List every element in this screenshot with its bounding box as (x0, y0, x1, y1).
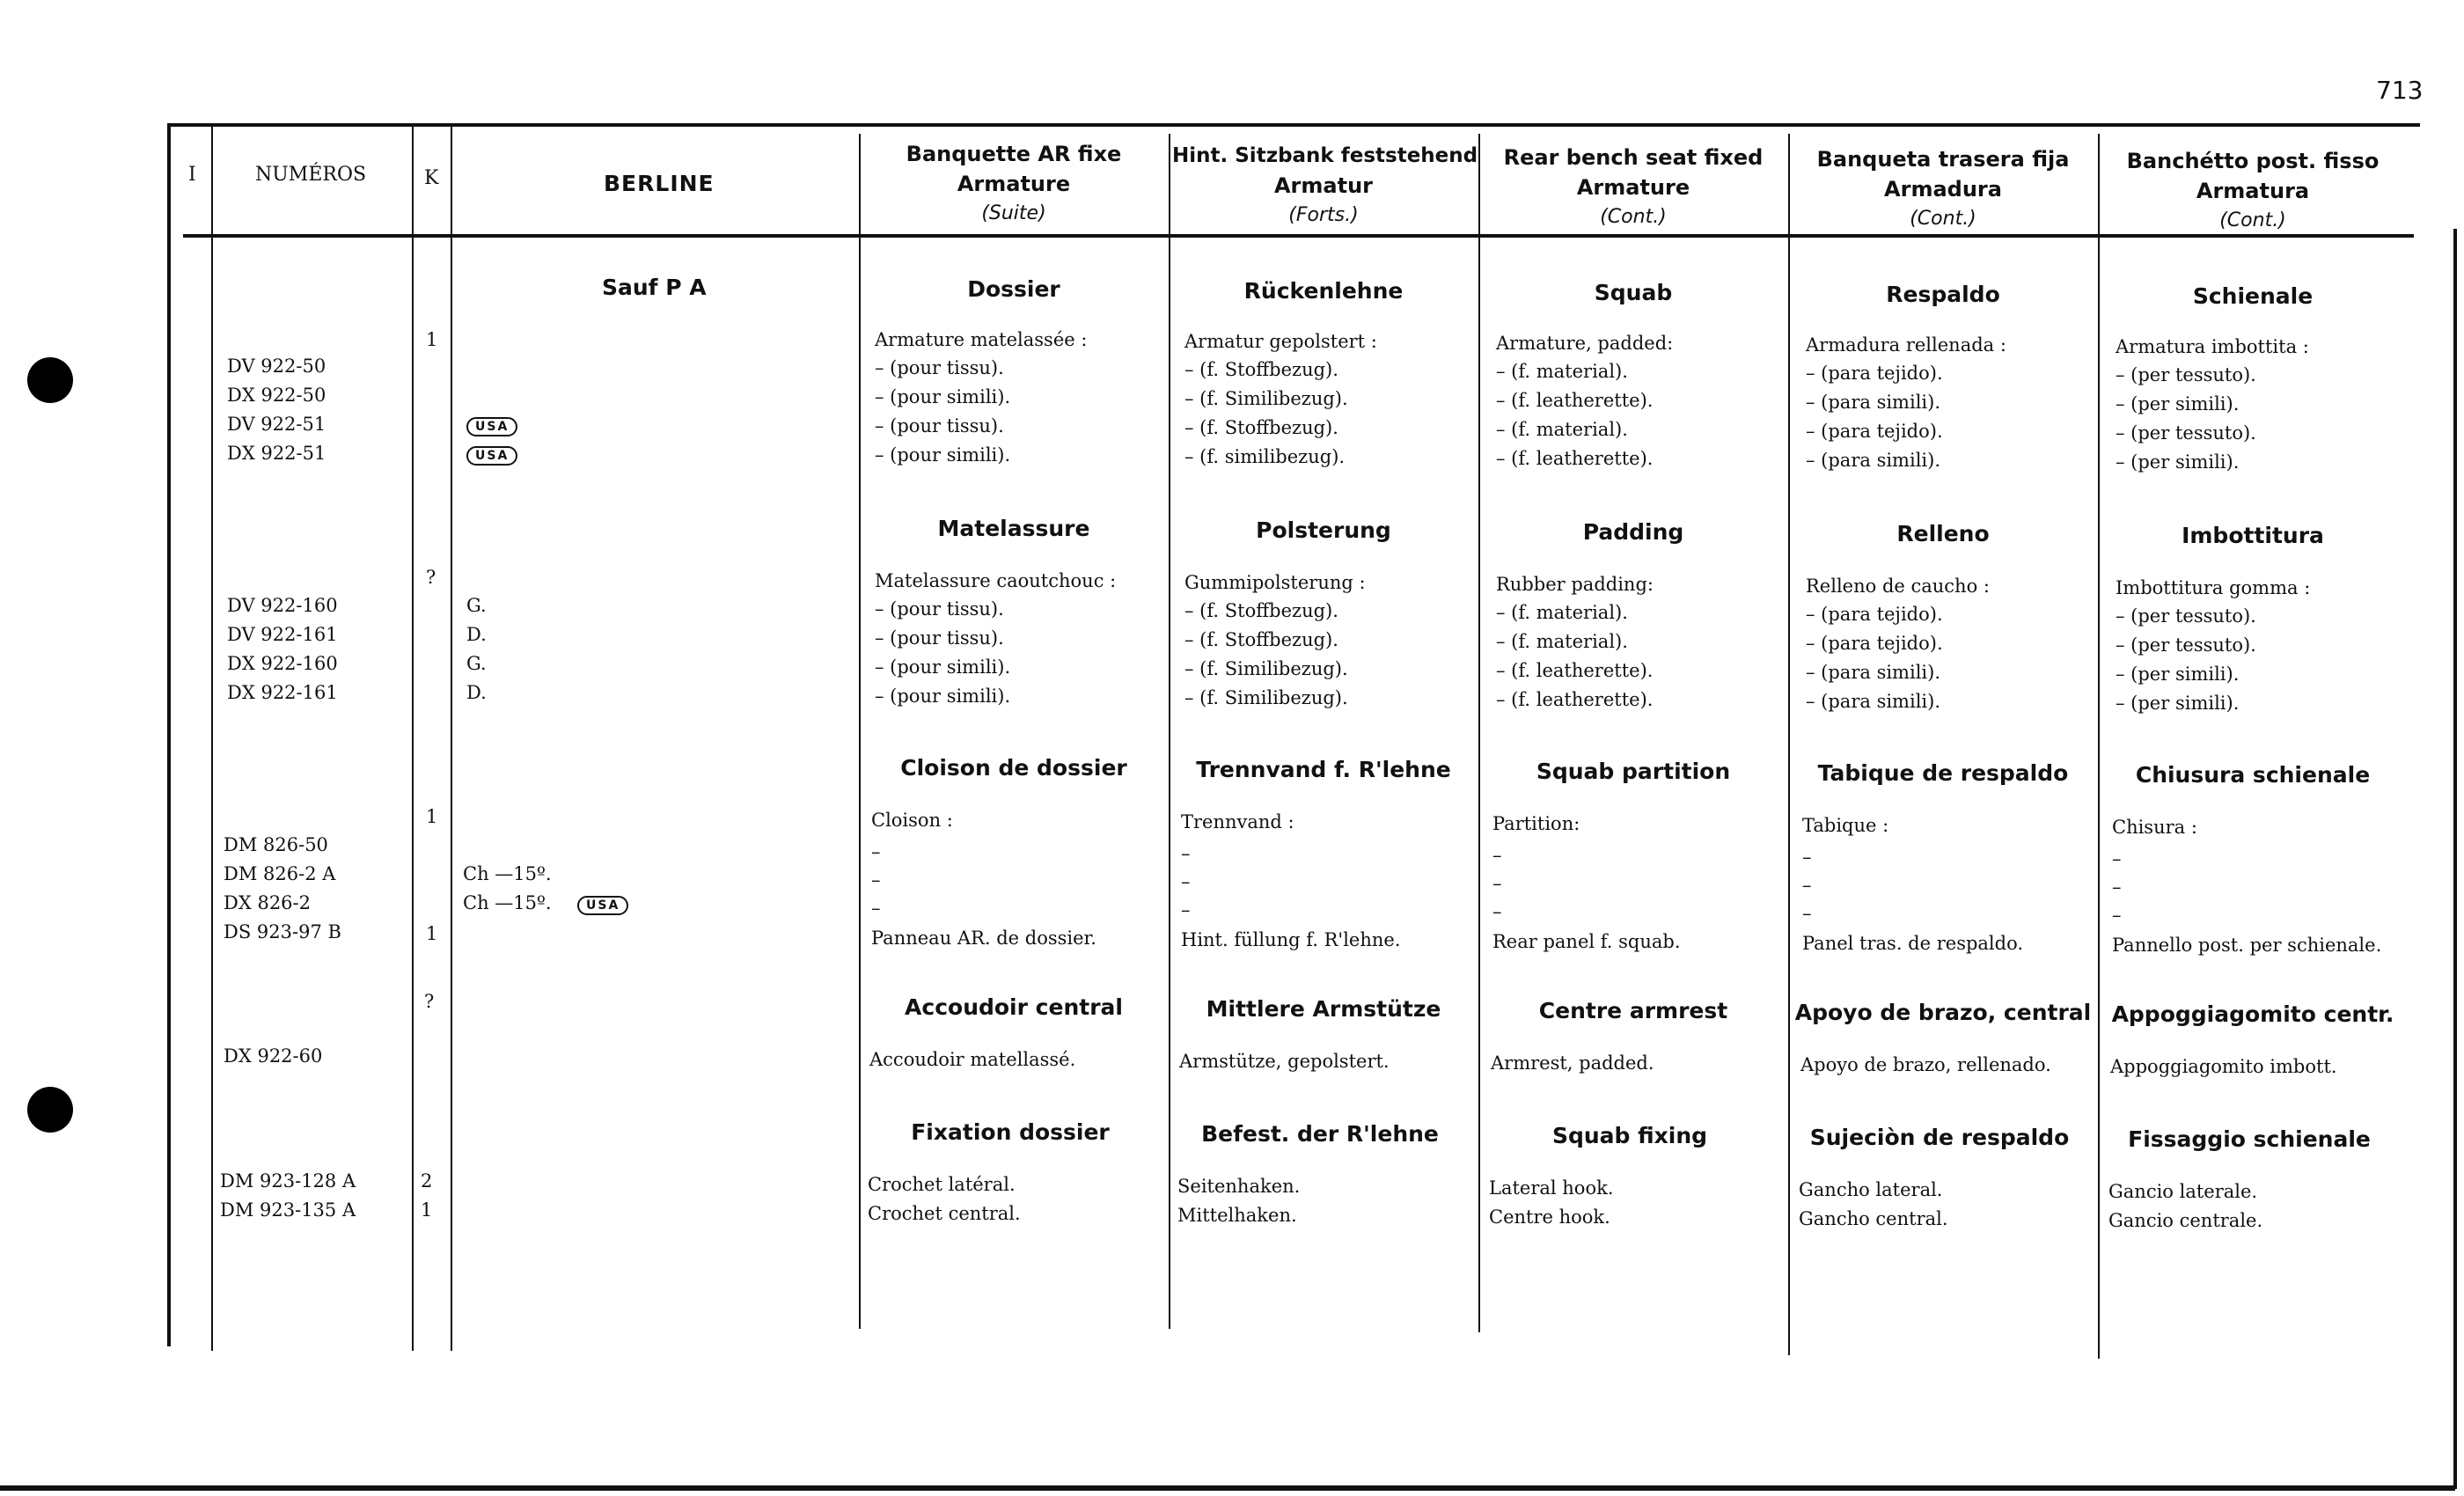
header-es-title: Banqueta trasera fija (1816, 147, 2070, 172)
desc-it: Imbottitura gomma : (2116, 577, 2311, 598)
desc-it: – (per tessuto). (2116, 422, 2256, 444)
desc-fr: – (871, 841, 881, 862)
desc-es: Tabique : (1802, 815, 1889, 836)
section-title-es: Apoyo de brazo, central (1794, 1000, 2092, 1025)
desc-es: Gancho lateral. (1799, 1179, 1943, 1200)
header-it-note: (Cont.) (2219, 209, 2286, 231)
column-divider (1478, 134, 1480, 1332)
column-divider (859, 134, 861, 1329)
section-title-de: Polsterung (1256, 517, 1391, 543)
desc-it: – (per simili). (2116, 393, 2240, 414)
desc-es: – (1802, 903, 1812, 924)
column-divider (412, 123, 414, 1351)
desc-it: Chisura : (2112, 817, 2197, 838)
desc-es: – (para simili). (1806, 662, 1940, 683)
berline-variant-label: Sauf P A (602, 275, 707, 300)
header-col-i: I (188, 164, 196, 186)
side-note: D. (466, 682, 487, 703)
desc-fr: Crochet central. (868, 1203, 1021, 1224)
part-number: DM 923-128 A (220, 1170, 356, 1192)
desc-de: – (f. Similibezug). (1184, 658, 1348, 679)
desc-fr: – (pour tissu). (875, 357, 1004, 378)
desc-it: Gancio laterale. (2108, 1181, 2258, 1202)
header-it (2101, 146, 2404, 236)
desc-it: Armatura imbottita : (2116, 336, 2309, 357)
header-fr-subtitle: Armature (957, 172, 1071, 196)
desc-en: Armrest, padded. (1491, 1052, 1654, 1074)
section-title-fr: Cloison de dossier (900, 755, 1127, 781)
section-title-de: Rückenlehne (1243, 278, 1404, 304)
desc-en: – (f. material). (1496, 602, 1628, 623)
section-title-es: Relleno (1896, 521, 1990, 546)
header-top-rule (167, 123, 2420, 127)
desc-en: – (1492, 873, 1502, 894)
desc-fr: Crochet latéral. (868, 1174, 1016, 1195)
desc-de: – (f. Similibezug). (1184, 687, 1348, 708)
header-fr-title: Banquette AR fixe (906, 142, 1122, 166)
desc-es: Armadura rellenada : (1806, 334, 2006, 356)
header-en (1482, 143, 1785, 232)
desc-it: – (per simili). (2116, 664, 2240, 685)
desc-es: Relleno de caucho : (1806, 576, 1990, 597)
table-left-border (167, 123, 171, 1346)
desc-de: – (f. Similibezug). (1184, 388, 1348, 409)
desc-fr: – (pour simili). (875, 386, 1011, 407)
desc-es: – (para tejido). (1806, 633, 1943, 654)
side-note: Ch —15º. (463, 892, 552, 913)
part-number: DX 922-161 (227, 682, 338, 703)
desc-en: Rear panel f. squab. (1492, 931, 1681, 952)
desc-de: Armatur gepolstert : (1184, 331, 1377, 352)
desc-en: Rubber padding: (1496, 574, 1654, 595)
desc-en: – (f. leatherette). (1496, 660, 1654, 681)
k-value: 1 (426, 329, 438, 350)
desc-it: – (2112, 876, 2122, 898)
desc-en: Partition: (1492, 813, 1580, 834)
desc-de: Gummipolsterung : (1184, 572, 1366, 593)
desc-fr: – (871, 898, 881, 919)
section-title-en: Squab partition (1536, 759, 1731, 784)
k-value: ? (424, 991, 435, 1012)
header-en-title: Rear bench seat fixed (1503, 145, 1764, 170)
section-title-en: Centre armrest (1538, 998, 1728, 1023)
k-value: ? (426, 567, 436, 588)
desc-it: – (per tessuto). (2116, 605, 2256, 627)
desc-it: – (per simili). (2116, 693, 2240, 714)
desc-it: – (per simili). (2116, 451, 2240, 473)
desc-fr: – (pour tissu). (875, 415, 1004, 436)
desc-de: Mittelhaken. (1177, 1205, 1297, 1226)
page-bottom-rule (0, 1485, 2455, 1491)
desc-fr: Cloison : (871, 810, 953, 831)
desc-de: – (f. similibezug). (1184, 446, 1346, 467)
part-number: DV 922-160 (227, 595, 338, 616)
header-es (1792, 144, 2094, 234)
binder-hole (27, 357, 73, 403)
header-it-subtitle: Armatura (2196, 179, 2310, 203)
header-k: K (424, 167, 439, 189)
section-title-es: Sujeciòn de respaldo (1809, 1125, 2070, 1150)
desc-fr: – (pour tissu). (875, 627, 1004, 649)
part-number: DM 826-50 (224, 834, 328, 855)
column-divider (211, 123, 213, 1351)
header-en-note: (Cont.) (1600, 206, 1667, 228)
section-title-en: Squab fixing (1551, 1123, 1708, 1148)
k-value: 2 (421, 1170, 433, 1192)
header-bottom-rule (183, 234, 2414, 238)
section-title-en: Padding (1582, 519, 1684, 545)
desc-de: Hint. füllung f. R'lehne. (1181, 929, 1401, 950)
desc-de: – (f. Stoffbezug). (1184, 629, 1338, 650)
section-title-de: Befest. der R'lehne (1201, 1121, 1439, 1147)
desc-es: – (para tejido). (1806, 421, 1943, 442)
section-title-en: Squab (1594, 280, 1673, 305)
part-number: DX 922-60 (224, 1045, 323, 1067)
desc-fr: – (pour simili). (875, 444, 1011, 466)
desc-en: – (f. leatherette). (1496, 689, 1654, 710)
header-de (1172, 141, 1478, 231)
desc-de: Armstütze, gepolstert. (1179, 1051, 1390, 1072)
side-note: Ch —15º. (463, 863, 552, 884)
header-fr-note: (Suite) (981, 202, 1046, 224)
desc-de: – (f. Stoffbezug). (1184, 359, 1338, 380)
desc-de: Seitenhaken. (1177, 1176, 1301, 1197)
section-title-de: Mittlere Armstütze (1206, 996, 1441, 1022)
desc-fr: – (pour simili). (875, 656, 1011, 678)
desc-es: – (para simili). (1806, 392, 1940, 413)
section-title-fr: Accoudoir central (905, 994, 1123, 1020)
section-title-es: Tabique de respaldo (1817, 760, 2069, 786)
desc-en: Centre hook. (1489, 1206, 1610, 1228)
column-divider (1169, 134, 1170, 1329)
desc-fr: – (pour tissu). (875, 598, 1004, 620)
section-title-fr: Matelassure (937, 516, 1090, 541)
desc-en: – (1492, 845, 1502, 866)
section-title-fr: Dossier (967, 276, 1060, 302)
part-number: DX 826-2 (224, 892, 312, 913)
desc-it: – (per tessuto). (2116, 364, 2256, 385)
desc-de: Trennvand : (1181, 811, 1294, 832)
header-numeros: NUMÉROS (255, 164, 367, 186)
desc-en: Lateral hook. (1489, 1177, 1614, 1199)
header-de-title: Hint. Sitzbank feststehend (1172, 144, 1478, 167)
section-title-it: Schienale (2192, 283, 2314, 309)
desc-en: – (f. material). (1496, 361, 1628, 382)
desc-es: – (para simili). (1806, 450, 1940, 471)
k-value: 1 (421, 1199, 433, 1221)
desc-en: Armature, padded: (1496, 333, 1674, 354)
column-divider (2098, 134, 2100, 1359)
section-title-it: Fissaggio schienale (2128, 1126, 2371, 1152)
desc-es: – (1802, 875, 1812, 896)
desc-en: – (1492, 901, 1502, 922)
binder-hole (27, 1087, 73, 1133)
desc-it: Pannello post. per schienale. (2112, 935, 2382, 956)
part-number: DX 922-160 (227, 653, 338, 674)
desc-es: – (para simili). (1806, 691, 1940, 712)
header-de-subtitle: Armatur (1273, 173, 1373, 198)
usa-badge: USA (466, 417, 517, 436)
part-number: DS 923-97 B (224, 921, 341, 942)
header-berline: BERLINE (604, 171, 715, 196)
section-title-fr: Fixation dossier (911, 1119, 1110, 1145)
desc-de: – (f. Stoffbezug). (1184, 600, 1338, 621)
section-title-de: Trennvand f. R'lehne (1196, 757, 1451, 782)
side-note: D. (466, 624, 487, 645)
desc-es: – (para tejido). (1806, 363, 1943, 384)
desc-fr: – (pour simili). (875, 686, 1011, 707)
desc-es: – (1802, 847, 1812, 868)
part-number: DM 923-135 A (220, 1199, 356, 1221)
desc-it: Gancio centrale. (2108, 1210, 2263, 1231)
section-title-it: Imbottitura (2182, 523, 2324, 548)
header-es-subtitle: Armadura (1884, 177, 2002, 202)
desc-en: – (f. leatherette). (1496, 448, 1654, 469)
desc-it: – (2112, 905, 2122, 926)
desc-it: – (2112, 848, 2122, 869)
section-title-es: Respaldo (1886, 282, 2000, 307)
desc-fr: Accoudoir matellassé. (869, 1049, 1076, 1070)
usa-badge: USA (577, 896, 628, 915)
header-fr (862, 139, 1165, 229)
column-divider (1788, 134, 1790, 1355)
desc-de: – (f. Stoffbezug). (1184, 417, 1338, 438)
desc-es: Gancho central. (1799, 1208, 1948, 1229)
header-de-note: (Forts.) (1288, 204, 1359, 226)
desc-fr: Armature matelassée : (875, 329, 1088, 350)
header-it-title: Banchétto post. fisso (2126, 149, 2380, 173)
column-divider (451, 123, 452, 1351)
part-number: DV 922-50 (227, 356, 326, 377)
desc-it: Appoggiagomito imbott. (2110, 1056, 2337, 1077)
side-note: G. (466, 595, 487, 616)
desc-es: Apoyo de brazo, rellenado. (1800, 1054, 2051, 1075)
part-number: DM 826-2 A (224, 863, 336, 884)
page-number: 713 (2376, 76, 2424, 105)
side-note: G. (466, 653, 487, 674)
desc-fr: Matelassure caoutchouc : (875, 570, 1117, 591)
usa-badge: USA (466, 446, 517, 466)
k-value: 1 (426, 806, 438, 827)
desc-en: – (f. material). (1496, 419, 1628, 440)
section-title-it: Appoggiagomito centr. (2111, 1001, 2394, 1027)
header-en-subtitle: Armature (1576, 175, 1690, 200)
part-number: DV 922-161 (227, 624, 338, 645)
section-title-it: Chiusura schienale (2135, 762, 2371, 788)
desc-it: – (per tessuto). (2116, 634, 2256, 656)
desc-de: – (1181, 899, 1191, 920)
desc-es: Panel tras. de respaldo. (1802, 933, 2024, 954)
desc-fr: – (871, 869, 881, 891)
desc-de: – (1181, 843, 1191, 864)
table-right-border (2453, 229, 2457, 1489)
desc-en: – (f. material). (1496, 631, 1628, 652)
desc-en: – (f. leatherette). (1496, 390, 1654, 411)
part-number: DX 922-50 (227, 385, 326, 406)
part-number: DV 922-51 (227, 414, 326, 435)
part-number: DX 922-51 (227, 443, 326, 464)
k-value: 1 (426, 923, 438, 944)
header-es-note: (Cont.) (1910, 208, 1976, 230)
desc-de: – (1181, 871, 1191, 892)
desc-fr: Panneau AR. de dossier. (871, 928, 1096, 949)
desc-es: – (para tejido). (1806, 604, 1943, 625)
